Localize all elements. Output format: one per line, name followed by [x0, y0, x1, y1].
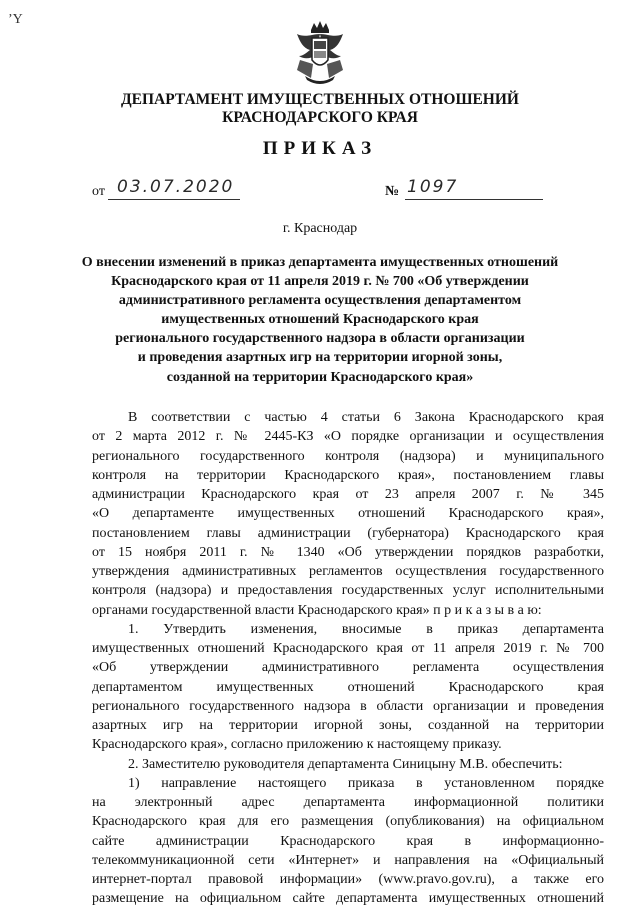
body-line: регионального государственного контроля (надзора) и муниципального	[92, 448, 604, 464]
order-body-text	[92, 408, 604, 909]
body-line: органами государственной власти Краснодарского края» п р и к а з ы в а ю:	[92, 602, 542, 618]
body-line: «О департаменте имущественных отношений Краснодарского края»,	[92, 506, 604, 522]
body-line: от 2 марта 2012 г. № 2445-КЗ «О порядке организации и осуществления	[92, 429, 604, 445]
subject-line: административного регламента осуществления департаментом	[118, 293, 522, 309]
body-line: администрации Краснодарского края от 23 апреля 2007 г. № 345	[92, 487, 604, 502]
body-line: регионального государственного надзора в области организации и проведения	[92, 698, 604, 714]
subject-line: регионального государственного надзора в области организации	[115, 331, 525, 347]
number-underline	[405, 199, 543, 200]
body-line: 1. Утвердить изменения, вносимые в приказ департамента	[128, 621, 604, 637]
body-line: утверждения административных регламентов осуществления государственного	[92, 564, 604, 579]
body-line: интернет-портал правовой информации» (www.pravo.gov.ru), а также его	[92, 872, 604, 887]
body-line: Краснодарского края для его размещения (опубликования) на официальном	[92, 814, 604, 830]
subject-line: Краснодарского края от 11 апреля 2019 г. № 700 «Об утверждении	[111, 274, 529, 290]
order-date-field	[92, 176, 252, 206]
body-line: контроля на территории Краснодарского края», постановлением главы	[92, 467, 604, 483]
handwritten-number: 1097	[407, 177, 459, 197]
body-line: размещение на официальном сайте департамента имущественных отношений	[92, 891, 604, 907]
body-line: телекоммуникационной сети «Интернет» и направления на «Официальный	[92, 852, 604, 868]
document-type-title: ПРИКАЗ	[262, 138, 378, 159]
corner-handwritten-mark: ʼҮ	[8, 12, 23, 27]
date-prefix: от	[92, 184, 105, 199]
date-underline	[108, 199, 240, 200]
subject-line: имущественных отношений Краснодарского края	[161, 312, 479, 328]
body-line: Краснодарского края», согласно приложению к настоящему приказу.	[92, 737, 502, 753]
order-number-field	[385, 176, 545, 206]
body-line: контроля (надзора) и предоставления государственных услуг исполнительными	[92, 583, 604, 599]
handwritten-date: 03.07.2020	[117, 177, 235, 197]
body-line: азартных игр на территории игорной зоны, созданной на территории	[92, 718, 604, 733]
city-line: г. Краснодар	[282, 221, 358, 236]
department-title-line-1: ДЕПАРТАМЕНТ ИМУЩЕСТВЕННЫХ ОТНОШЕНИЙ	[121, 91, 519, 108]
body-line: 1) направление настоящего приказа в установленном порядке	[128, 775, 604, 791]
subject-line: О внесении изменений в приказ департамента имущественных отношений	[81, 255, 559, 270]
body-line: 2. Заместителю руководителя департамента Синицыну М.В. обеспечить:	[128, 756, 563, 772]
body-line: сайте администрации Краснодарского края в информационно-	[92, 833, 604, 849]
body-line: от 15 ноября 2011 г. № 1340 «Об утверждении порядков разработки,	[92, 544, 604, 560]
body-line: «Об утверждении административного регламента осуществления	[92, 660, 604, 676]
body-line: на электронный адрес департамента информационной политики	[92, 795, 604, 810]
coat-of-arms-emblem	[291, 20, 349, 84]
subject-line: и проведения азартных игр на территории игорной зоны,	[137, 350, 503, 366]
body-line: постановлением главы администрации (губернатора) Краснодарского края	[92, 525, 604, 541]
order-subject-heading	[60, 253, 580, 387]
body-line: В соответствии с частью 4 статьи 6 Закона Краснодарского края	[128, 410, 604, 425]
body-line: департаментом имущественных отношений Краснодарского края	[92, 679, 604, 695]
number-prefix: №	[385, 184, 400, 199]
department-title-line-2: КРАСНОДАРСКОГО КРАЯ	[222, 109, 418, 126]
body-line: имущественных отношений Краснодарского края от 11 апреля 2019 г. № 700	[92, 641, 604, 656]
subject-line: созданной на территории Краснодарского края»	[166, 369, 474, 385]
